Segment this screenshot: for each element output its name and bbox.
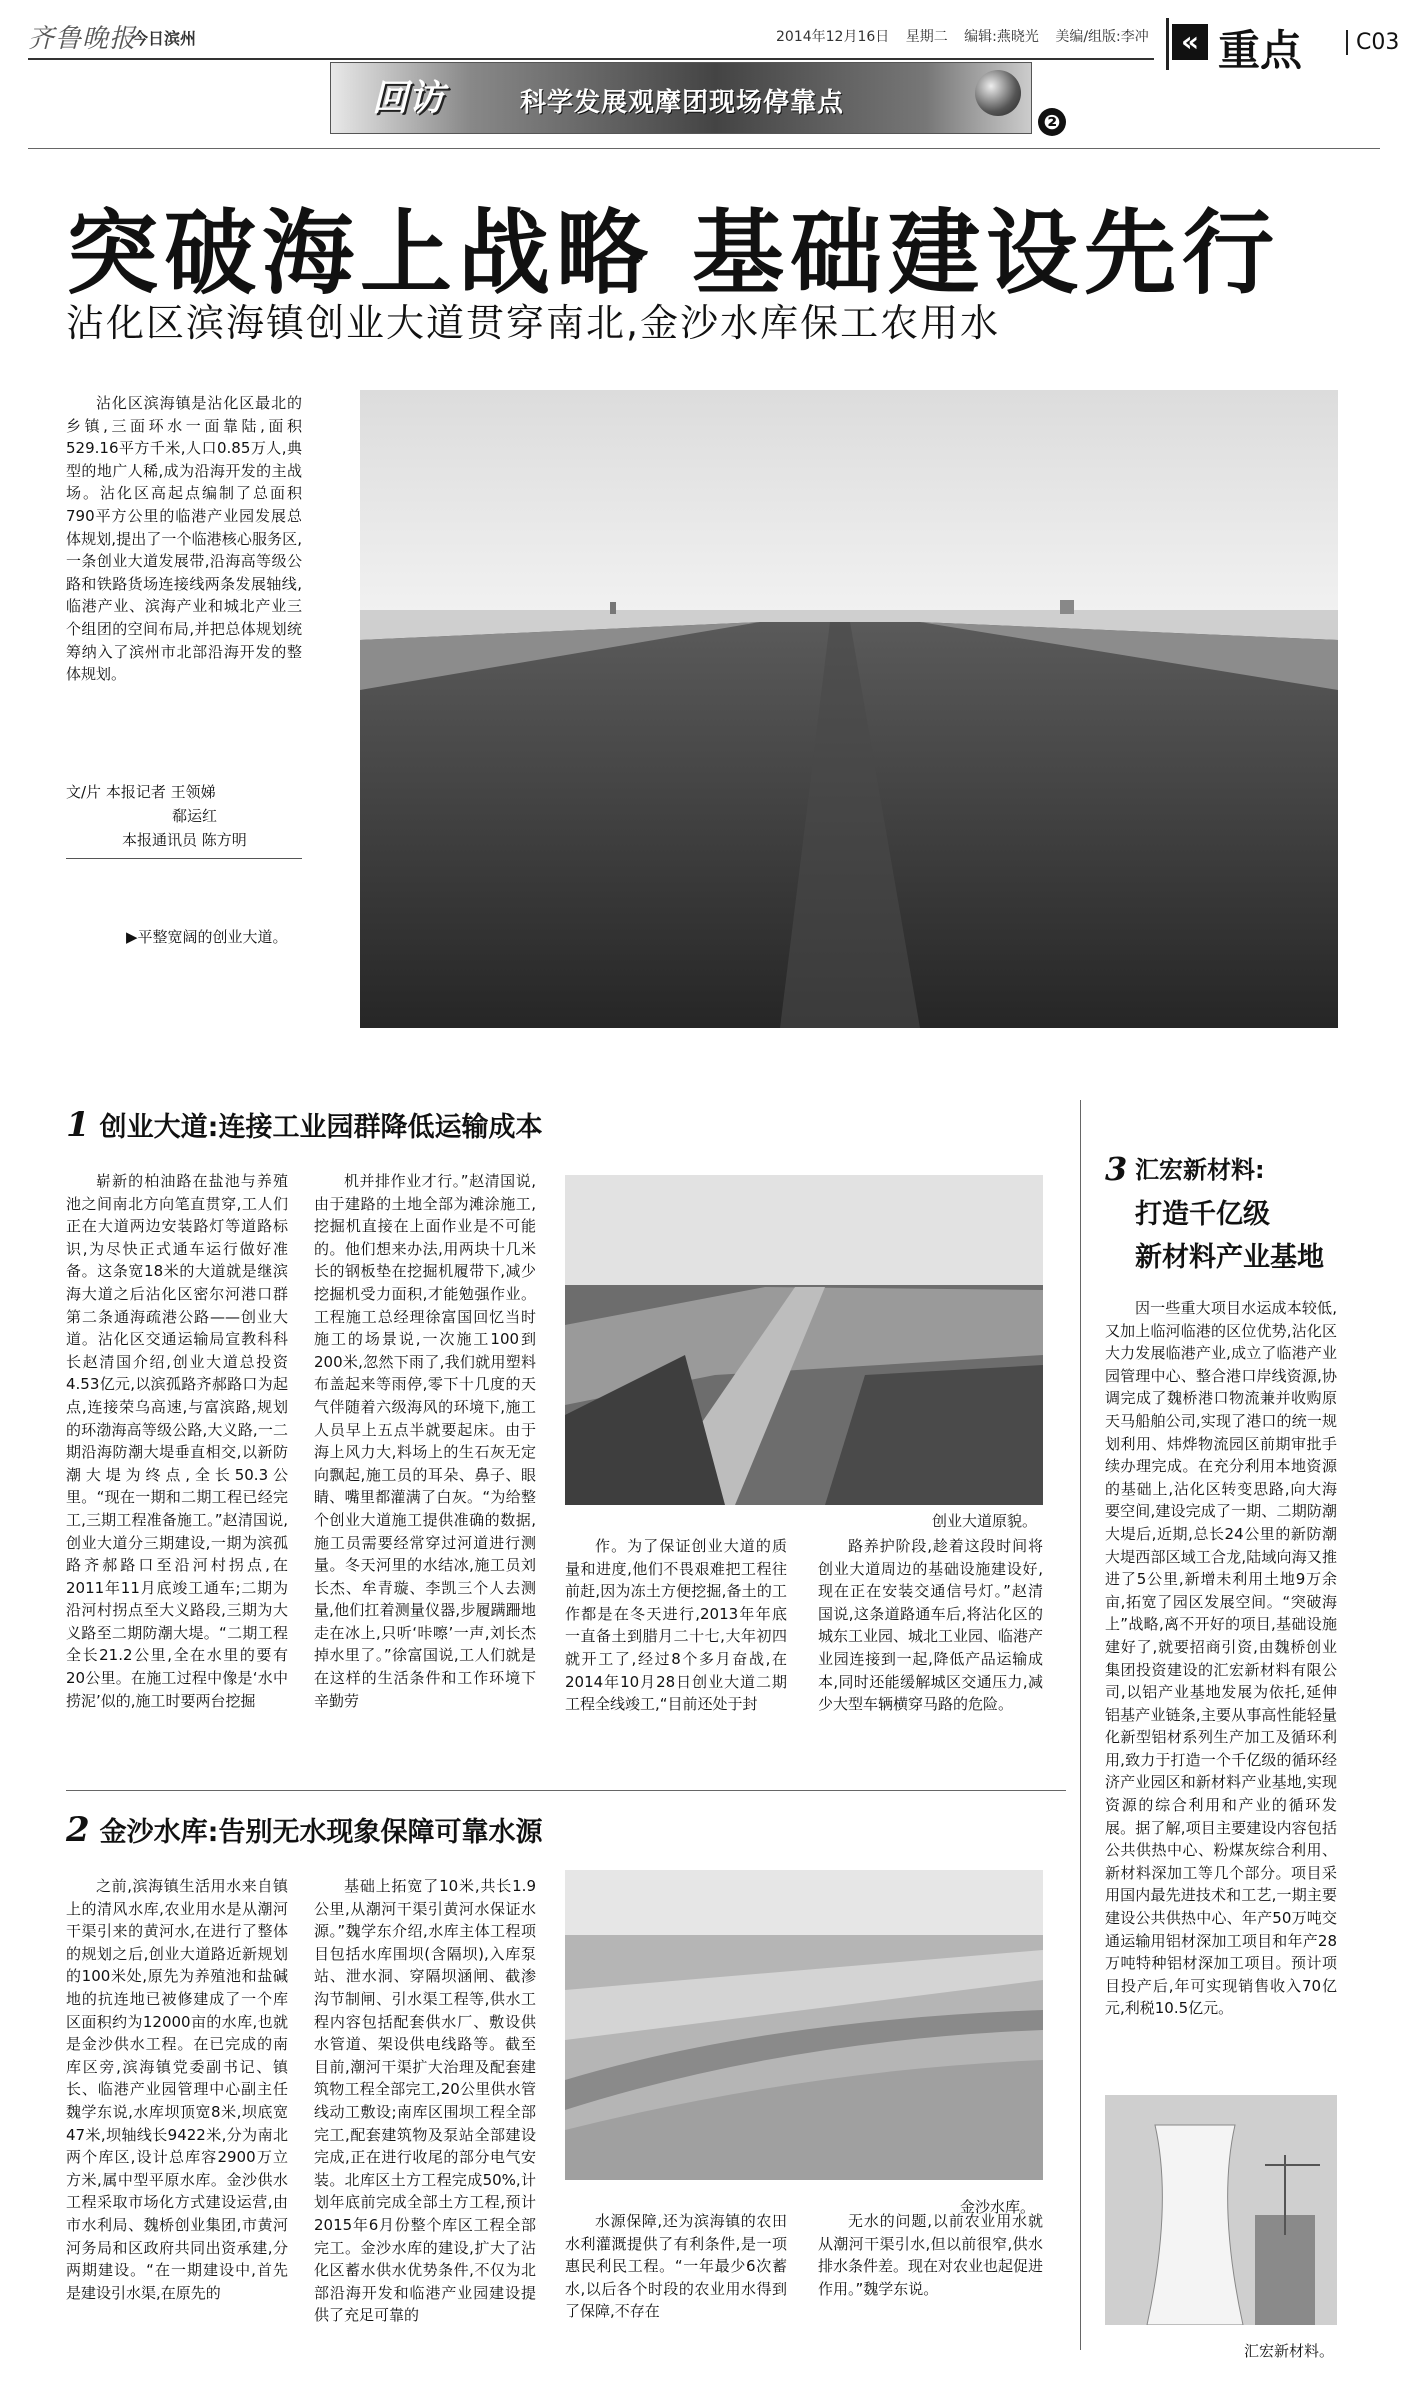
section-2-heading: 2 金沙水库:告别无水现象保障可靠水源 bbox=[66, 1810, 543, 1850]
photo-caption-road: ▶平整宽阔的创业大道。 bbox=[126, 928, 288, 946]
masthead-rule bbox=[28, 58, 1154, 60]
section-1-column-3: 作。为了保证创业大道的质量和进度,他们不畏艰难把工程往前赶,因为冻土方便挖掘,备土的工作都是在冬天进行,2013年年底一直备土到腊月二十七,大年初四就开工了,经过8个多月奋战,在2014年10月28日创业大道二期工程全线竣工,“目前还处于封 bbox=[565, 1537, 787, 1714]
banner-title-main: 科学发展观摩团现场停靠点 bbox=[520, 88, 845, 118]
section-1-heading: 1 创业大道:连接工业园群降低运输成本 bbox=[66, 1105, 543, 1145]
section-3-heading-line-3: 新材料产业基地 bbox=[1135, 1242, 1324, 1273]
banner-title-revisit: 回访 bbox=[372, 77, 445, 119]
section-1-column-2: 机并排作业才行。”赵清国说,由于建路的土地全部为滩涂施工,挖掘机直接在上面作业是不可能的。他们想来办法,用两块十几米长的钢板垫在挖掘机履带下,减少挖掘机受力面积,才能勉强作业。工程施工总经理徐富国回忆当时施工的场景说,一次施工100到200米,忽然下雨了,我们就用塑料布盖起来等雨停,零下十几度的天气伴随着六级海风的环境下,施工人员早上五点半就要起床。由于海上风力大,料场上的生石灰无定向飘起,施工员的耳朵、鼻子、眼睛、嘴里都灌满了白灰。“为给整个创业大道施工提供准确的数据,施工员需要经常穿过河道进行测量。冬天河里的水结冰,施工员刘长杰、牟青璇、李凯三个人去测量,他们扛着测量仪器,步履蹒跚地走在冰上,只听‘咔嚓’一声,刘长杰掉水里了。”徐富国说,工人们就是在这样的生活条件和工作环境下辛勤劳 bbox=[314, 1172, 536, 1710]
section-2-column-1: 之前,滨海镇生活用水来自镇上的清风水库,农业用水是从潮河干渠引来的黄河水,在进行了整体的规划之后,创业大道路近新规划的100米处,原先为养殖池和盐碱地的抗连地已被修建成了一个库区面积约为12000亩的水库,也就是金沙供水工程。在已完成的南库区旁,滨海镇党委副书记、镇长、临港产业园管理中心副主任魏学东说,水库坝顶宽8米,坝底宽47米,坝轴线长9422米,分为南北两个库区,设计总库容2900万立方米,属中型平原水库。金沙供水工程采取市场化方式建设运营,由市水利局、魏桥创业集团,市黄河河务局和区政府共同出资承建,分两期建设。“在一期建设中,首先是建设引水渠,在原先的 bbox=[66, 1877, 288, 2302]
issue-date: 2014年12月16日 bbox=[776, 29, 890, 45]
page-number: C03 bbox=[1346, 30, 1399, 55]
globe-icon bbox=[975, 70, 1021, 116]
headline: 突破海上战略 基础建设先行 bbox=[66, 200, 1281, 307]
photo-caption-canal: 创业大道原貌。 bbox=[932, 1512, 1038, 1530]
intro-paragraph: 沾化区滨海镇是沾化区最北的乡镇,三面环水一面靠陆,面积529.16平方千米,人口0.85万人,典型的地广人稀,成为沿海开发的主战场。沾化区高起点编制了总面积790平方公里的临港产业园发展总体规划,提出了一个临港核心服务区,一条创业大道发展带,沿海高等级公路和铁路货场连接线两条发展轴线,临港产业、滨海产业和城北产业三个组团的空间布局,并把总体规划统筹纳入了滨州市北部沿海开发的整体规划。 bbox=[66, 394, 302, 684]
byline-rule bbox=[66, 858, 302, 859]
byline: 文/片 本报记者 王领娣 郗运红 本报通讯员 陈方明 bbox=[66, 783, 247, 849]
section-1-column-4: 路养护阶段,趁着这段时间将创业大道周边的基础设施建设好,现在正在安装交通信号灯。”赵清国说,这条道路通车后,将沾化区的城东工业园、城北工业园、临港产业园连接到一起,降低产品运输成本,同时还能缓解城区交通压力,减少大型车辆横穿马路的危险。 bbox=[818, 1537, 1044, 1714]
newspaper-logo: 齐鲁晚报 bbox=[28, 24, 137, 54]
banner-number: ❷ bbox=[1038, 108, 1066, 136]
section-3-heading-line-1: 汇宏新材料: bbox=[1135, 1156, 1265, 1184]
designer-credit: 美编/组版:李冲 bbox=[1055, 29, 1149, 45]
section-2-column-3: 水源保障,还为滨海镇的农田水利灌溉提供了有利条件,是一项惠民利民工程。“一年最少6次蓄水,以后各个时段的农业用水得到了保障,不存在 bbox=[565, 2212, 787, 2321]
subheadline: 沾化区滨海镇创业大道贯穿南北,金沙水库保工农用水 bbox=[66, 301, 1001, 345]
column-divider bbox=[1080, 1100, 1081, 2350]
dateline bbox=[776, 26, 1161, 46]
issue-weekday: 星期二 bbox=[905, 29, 948, 45]
section-3-body: 因一些重大项目水运成本较低,又加上临河临港的区位优势,沾化区大力发展临港产业,成立了临港产业园管理中心、整合港口岸线资源,协调完成了魏桥港口物流兼并收购原天马船舶公司,实现了港口的统一规划利用、炜烨物流园区前期审批手续办理完成。在充分利用本地资源的基础上,沾化区转变思路,向大海要空间,建设完成了一期、二期防潮大堤后,近期,总长24公里的新防潮大堤西部区域工合龙,陆域向海又推进了5公里,新增未利用土地9万余亩,拓宽了园区发展空间。“突破海上”战略,离不开好的项目,基础设施建好了,就要招商引资,由魏桥创业集团投资建设的汇宏新材料有限公司,以铝产业基地发展为依托,延伸铝基产业链条,主要从事高性能轻量化新型铝材系列生产加工及循环利用,致力于打造一个千亿级的循环经济产业园区和新材料产业基地,实现资源的综合利用和产业的循环发展。据了解,项目主要建设内容包括公共供热中心、粉煤灰综合利用、新材料深加工等几个部分。项目采用国内最先进技术和工艺,一期主要建设公共供热中心、年产50万吨交通运输用铝材深加工项目和年产28万吨特种铝材深加工项目。预计项目投产后,年可实现销售收入70亿元,利税10.5亿元。 bbox=[1105, 1299, 1337, 2018]
section-1-column-1: 崭新的柏油路在盐池与养殖池之间南北方向笔直贯穿,工人们正在大道两边安装路灯等道路标识,为尽快正式通车运行做好准备。这条宽18米的大道就是继滨海大道之后沾化区密尔河港口群第二条通海疏港公路——创业大道。沾化区交通运输局宣教科科长赵清国介绍,创业大道总投资4.53亿元,以滨孤路齐郝路口为起点,连接荣乌高速,与富滨路,规划的环渤海高等级公路,大义路,一二期沿海防潮大堤垂直相交,以新防潮大堤为终点,全长50.3公里。“现在一期和二期工程已经完工,三期工程准备施工。”赵清国说,创业大道分三期建设,一期为滨孤路齐郝路口至沿河村拐点,在2011年11月底竣工通车;二期为沿河村拐点至大义路段,三期为大义路至二期防潮大堤。“二期工程全长21.2公里,全在水里的要有20公里。在施工过程中像是‘水中捞泥’似的,施工时要两台挖掘 bbox=[66, 1172, 288, 1710]
section-2-column-4: 无水的问题,以前农业用水就从潮河干渠引水,但以前很窄,供水排水条件差。现在对农业也起促进作用。”魏学东说。 bbox=[818, 2212, 1044, 2298]
double-chevron-icon: « bbox=[1172, 24, 1208, 60]
header-divider bbox=[28, 148, 1380, 149]
plant-photo bbox=[1105, 2095, 1337, 2325]
canal-photo bbox=[565, 1175, 1043, 1505]
editor-credit: 编辑:燕晓光 bbox=[964, 29, 1039, 45]
section-divider bbox=[66, 1790, 1066, 1791]
road-photo bbox=[360, 390, 1338, 1028]
reservoir-photo bbox=[565, 1870, 1043, 2180]
section-3-number: 3 bbox=[1105, 1150, 1128, 1188]
photo-caption-plant: 汇宏新材料。 bbox=[1244, 2342, 1335, 2360]
photo-caption-reservoir: 金沙水库。 bbox=[960, 2198, 1036, 2216]
section-3-heading-line-2: 打造千亿级 bbox=[1135, 1199, 1270, 1230]
section-name: 重点 bbox=[1218, 26, 1303, 75]
section-2-column-2: 基础上拓宽了10米,共长1.9公里,从潮河干渠引黄河水保证水源。”魏学东介绍,水库主体工程项目包括水库围坝(含隔坝),入库泵站、泄水洞、穿隔坝涵闸、截渗沟节制闸、引水渠工程等,供水工程内容包括配套供水厂、敷设供水管道、架设供电线路等。截至目前,潮河干渠扩大治理及配套建筑物工程全部完工,20公里供水管线动工敷设;南库区围坝工程全部完工,配套建筑物及泵站全部建设完成,正在进行收尾的部分电气安装。北库区土方工程完成50%,计划年底前完成全部土方工程,预计2015年6月份整个库区工程全部完工。金沙水库的建设,扩大了沾化区蓄水供水优势条件,不仅为北部沿海开发和临港产业园建设提供了充足可靠的 bbox=[314, 1877, 536, 2325]
edition-name: 今日滨州 bbox=[132, 29, 197, 48]
